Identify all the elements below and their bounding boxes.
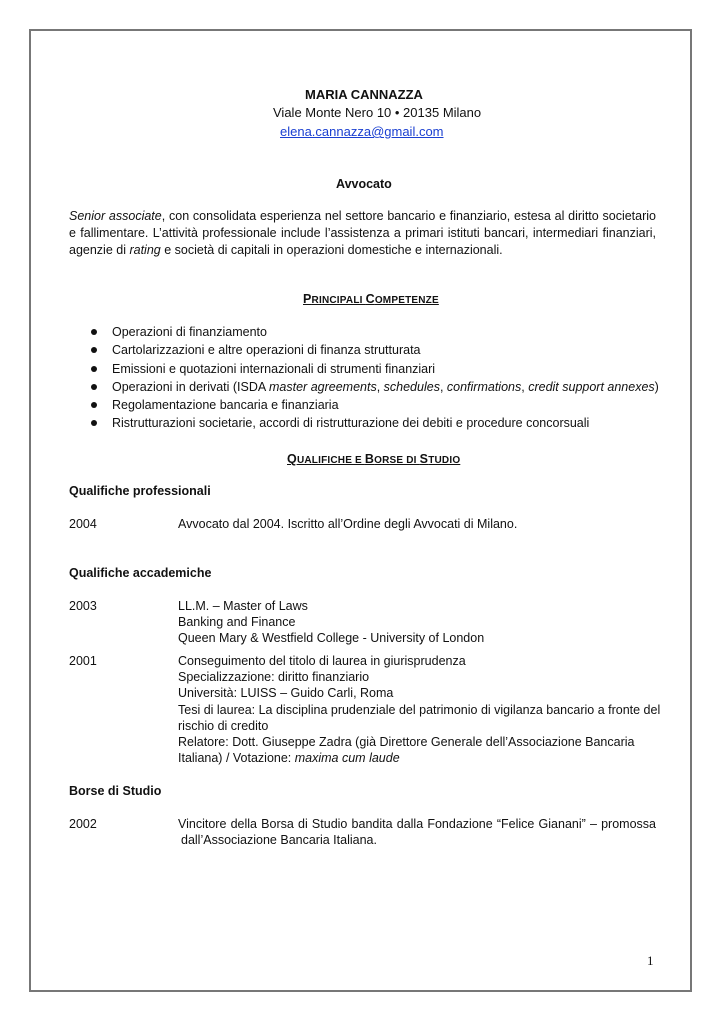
entry-professionale: Avvocato dal 2004. Iscritto all’Ordine degli Avvocati di Milano.: [178, 517, 518, 531]
summary-part2: e società di capitali in operazioni domestiche e internazionali.: [160, 243, 503, 257]
competenze-list: [91, 323, 659, 433]
list-item-derivati: Operazioni in derivati (ISDA master agreements, schedules, confirmations, credit support annexes): [91, 378, 659, 396]
year-llm: 2003: [69, 599, 97, 613]
summary-italic-mid: rating: [129, 243, 161, 257]
candidate-email-link[interactable]: elena.cannazza@gmail.com: [280, 124, 444, 139]
entry-laurea: Conseguimento del titolo di laurea in giurisprudenza Specializzazione: diritto finanziario Università: LUISS – Guido Carli, Roma Tesi di laurea: La disciplina prudenziale del patrimonio di vigilanza bancario a fronte del rischio di credito Relatore: Dott. Giuseppe Zadra (già Direttore Generale dell’Associazione Bancaria Italiana) / Votazione: maxima cum laude: [178, 654, 661, 766]
list-item: Cartolarizzazioni e altre operazioni di finanza strutturata: [91, 341, 659, 359]
heading-qualifiche-accademiche: Qualifiche accademiche: [69, 566, 212, 580]
heading-borse-di-studio: Borse di Studio: [69, 784, 162, 798]
candidate-role: Avvocato: [336, 177, 392, 191]
summary-part1: , con consolidata esperienza nel settore bancario e finanziario, estesa al diritto societario e fallimentare. L’attività professionale include l’assistenza a primari istituti bancari, intermediari finanziari, agenzie di: [69, 209, 656, 257]
list-item: Operazioni di finanziamento: [91, 323, 659, 341]
entry-borsa: Vincitore della Borsa di Studio bandita dalla Fondazione “Felice Gianani” – promossa dall’Associazione Bancaria Italiana.: [178, 817, 656, 848]
heading-qualifiche-professionali: Qualifiche professionali: [69, 484, 211, 498]
list-item: Emissioni e quotazioni internazionali di strumenti finanziari: [91, 360, 659, 378]
page-number: 1: [647, 953, 654, 968]
section-title-qualifiche: QUALIFICHE E BORSE DI STUDIO: [287, 452, 461, 466]
candidate-address: Viale Monte Nero 10 • 20135 Milano: [273, 105, 482, 120]
year-professionale: 2004: [69, 517, 97, 531]
year-borsa: 2002: [69, 817, 97, 831]
list-item: Regolamentazione bancaria e finanziaria: [91, 396, 659, 414]
section-title-competenze: PRINCIPALI COMPETENZE: [303, 292, 439, 306]
list-item: Ristrutturazioni societarie, accordi di ristrutturazione dei debiti e procedure concorsuali: [91, 414, 659, 432]
year-laurea: 2001: [69, 654, 97, 668]
summary-italic-lead: Senior associate: [69, 209, 162, 223]
entry-llm: LL.M. – Master of Laws Banking and Finance Queen Mary & Westfield College - University of London: [178, 599, 485, 646]
candidate-name: MARIA CANNAZZA: [305, 87, 423, 102]
professional-summary: [69, 208, 656, 259]
